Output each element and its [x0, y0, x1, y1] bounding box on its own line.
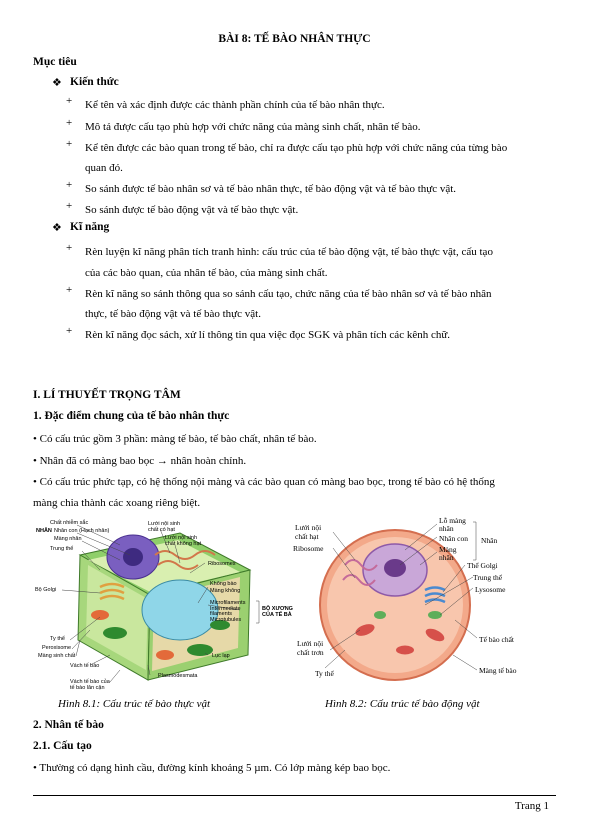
label-ty-the: Ty thể [50, 636, 65, 642]
section1-bullet: • Nhân đã có màng bao bọc → nhân hoàn chỉnh. [33, 455, 247, 467]
label-luc-lap: Lục lạp [212, 653, 230, 659]
theory-heading: I. LÍ THUYẾT TRỌNG TÂM [33, 389, 181, 401]
section1-bullet-cont: màng chia thành các xoang riêng biệt. [33, 497, 201, 509]
label-trung-the: Trung thể [50, 546, 74, 552]
skills-heading: Kĩ năng [70, 221, 110, 233]
label-luoi-co-hat: Lưới nội sinh [148, 521, 181, 527]
label-nhan: Nhân [481, 536, 498, 545]
figure1-caption: Hình 8.1: Cấu trúc tế bào thực vật [58, 698, 211, 710]
knowledge-item: So sánh được tế bào động vật và tế bào thực vật. [85, 204, 299, 216]
label-te-bao-lan-can: tế bào lân cận [70, 685, 105, 691]
label-trung-the: Trung thể [473, 573, 503, 582]
section2-subheading: 2.1. Cấu tạo [33, 740, 92, 752]
plus-bullet-icon: + [66, 138, 73, 150]
objectives-heading: Mục tiêu [33, 56, 77, 68]
label-vach-te-bao: Vách tế bào [70, 663, 100, 669]
label-bo-xuong: BỘ XƯƠNG [262, 606, 293, 612]
plus-bullet-icon: + [66, 179, 73, 191]
diamond-bullet-icon: ❖ [52, 222, 62, 234]
plus-bullet-icon: + [66, 325, 73, 337]
label-ribosomes: Ribosomes [208, 561, 236, 567]
section2-heading: 2. Nhân tế bào [33, 719, 104, 731]
skills-item: Rèn luyện kĩ năng phân tích tranh hình: cấu trúc của tế bào động vật, tế bào thực vật, cấu tạo [85, 246, 493, 258]
lesson-title: BÀI 8: TẾ BÀO NHÂN THỰC [218, 33, 371, 45]
section1-bullet: • Có cấu trúc phức tạp, có hệ thống nội màng và các bào quan có màng bao bọc, trong tế bào có hệ thống [33, 476, 495, 488]
section2-bullet: • Thường có dạng hình cầu, đường kính khoảng 5 µm. Có lớp màng kép bao bọc. [33, 762, 391, 774]
label-mang-nhan-1: Màng [439, 545, 457, 554]
label-luoi-noi-chat-tron-2: chất trơn [297, 648, 324, 657]
knowledge-item-cont: quan đó. [85, 162, 123, 174]
plus-bullet-icon: + [66, 95, 73, 107]
label-peroxisome: Peroxisome [42, 645, 72, 651]
knowledge-item: So sánh được tế bào nhân sơ và tế bào nhân thực, tế bào động vật và tế bào thực vật. [85, 183, 457, 195]
label-luoi-khong-hat-2: chất không hạt [165, 541, 202, 547]
label-te-bao-chat: Tế bào chất [479, 635, 514, 644]
label-lo-mang-1: Lỗ màng [439, 516, 466, 525]
label-the-golgi: Thể Golgi [467, 561, 498, 570]
label-lysosome: Lysosome [475, 585, 506, 594]
label-nhan: NHÂN [36, 528, 52, 534]
label-mang-te-bao: Màng tế bào [479, 666, 517, 675]
label-mang-nhan: Màng nhân [54, 536, 82, 542]
plus-bullet-icon: + [66, 117, 73, 129]
label-microtubules: Microtubules [210, 617, 242, 623]
label-intermediate: Intermediate [210, 606, 241, 612]
label-ribosome: Ribosome [293, 544, 324, 553]
section1-bullet: • Có cấu trúc gồm 3 phần: màng tế bào, tế bào chất, nhân tế bào. [33, 433, 317, 445]
label-mang-sinh-chat: Màng sinh chất [38, 653, 76, 659]
label-vach-te-bao-cua: Vách tế bào của [70, 679, 110, 685]
page-number: Trang 1 [514, 800, 549, 812]
skills-item: Rèn kĩ năng so sánh thông qua so sánh cấu tạo, chức năng của tế bào nhân sơ và tế bào nhân [85, 288, 492, 300]
label-mang-nhan-2: nhân [439, 553, 454, 562]
section1-heading: 1. Đặc điểm chung của tế bào nhân thực [33, 410, 230, 422]
diamond-bullet-icon: ❖ [52, 77, 62, 89]
label-nhan-con: Nhân con (Hạch nhân) [54, 528, 110, 534]
skills-item-cont: thực, tế bào động vật và tế bào thực vật. [85, 308, 261, 320]
label-luoi-noi-chat-hat-1: Lưới nội [295, 523, 322, 532]
label-chat-nhiem-sac: Chất nhiễm sắc [50, 520, 89, 526]
label-luoi-co-hat-2: chất có hạt [148, 527, 175, 533]
knowledge-heading: Kiến thức [70, 76, 119, 88]
knowledge-item: Mô tả được cấu tạo phù hợp với chức năng của màng sinh chất, nhân tế bào. [85, 121, 421, 133]
animal-cell-figure [285, 510, 555, 690]
label-nhan-con: Nhân con [439, 534, 468, 543]
label-filaments: filaments [210, 611, 233, 617]
skills-item: Rèn kĩ năng đọc sách, xử lí thông tin qua việc đọc SGK và phân tích các kênh chữ. [85, 329, 451, 341]
label-luoi-khong-hat: Lưới nội sinh [165, 535, 198, 541]
skills-item-cont: của các bào quan, của nhân tế bào, của màng sinh chất. [85, 267, 328, 279]
label-ty-the: Ty thể [315, 669, 334, 678]
label-mang-khong: Màng không [210, 588, 241, 594]
label-luoi-noi-chat-tron-1: Lưới nội [297, 639, 324, 648]
footer-divider [33, 795, 556, 796]
plant-cell-figure [30, 515, 295, 695]
label-khong-bao: Không bào [210, 581, 237, 587]
label-luoi-noi-chat-hat-2: chất hạt [295, 532, 319, 541]
figure2-caption: Hình 8.2: Cấu trúc tế bào động vật [325, 698, 480, 710]
knowledge-item: Kể tên được các bào quan trong tế bào, chỉ ra được cấu tạo phù hợp với chức năng của từng bào [85, 142, 508, 154]
label-microfilaments: Microfilaments [210, 600, 246, 606]
knowledge-item: Kể tên và xác định được các thành phần chính của tế bào nhân thực. [85, 99, 385, 111]
plus-bullet-icon: + [66, 200, 73, 212]
plus-bullet-icon: + [66, 242, 73, 254]
plus-bullet-icon: + [66, 284, 73, 296]
label-plasmodesmata: Plasmodesmata [158, 673, 198, 679]
label-bo-golgi: Bộ Golgi [35, 587, 57, 593]
label-lo-mang-2: nhân [439, 524, 454, 533]
label-cua-te-bao: CỦA TẾ BÀ [262, 612, 292, 618]
